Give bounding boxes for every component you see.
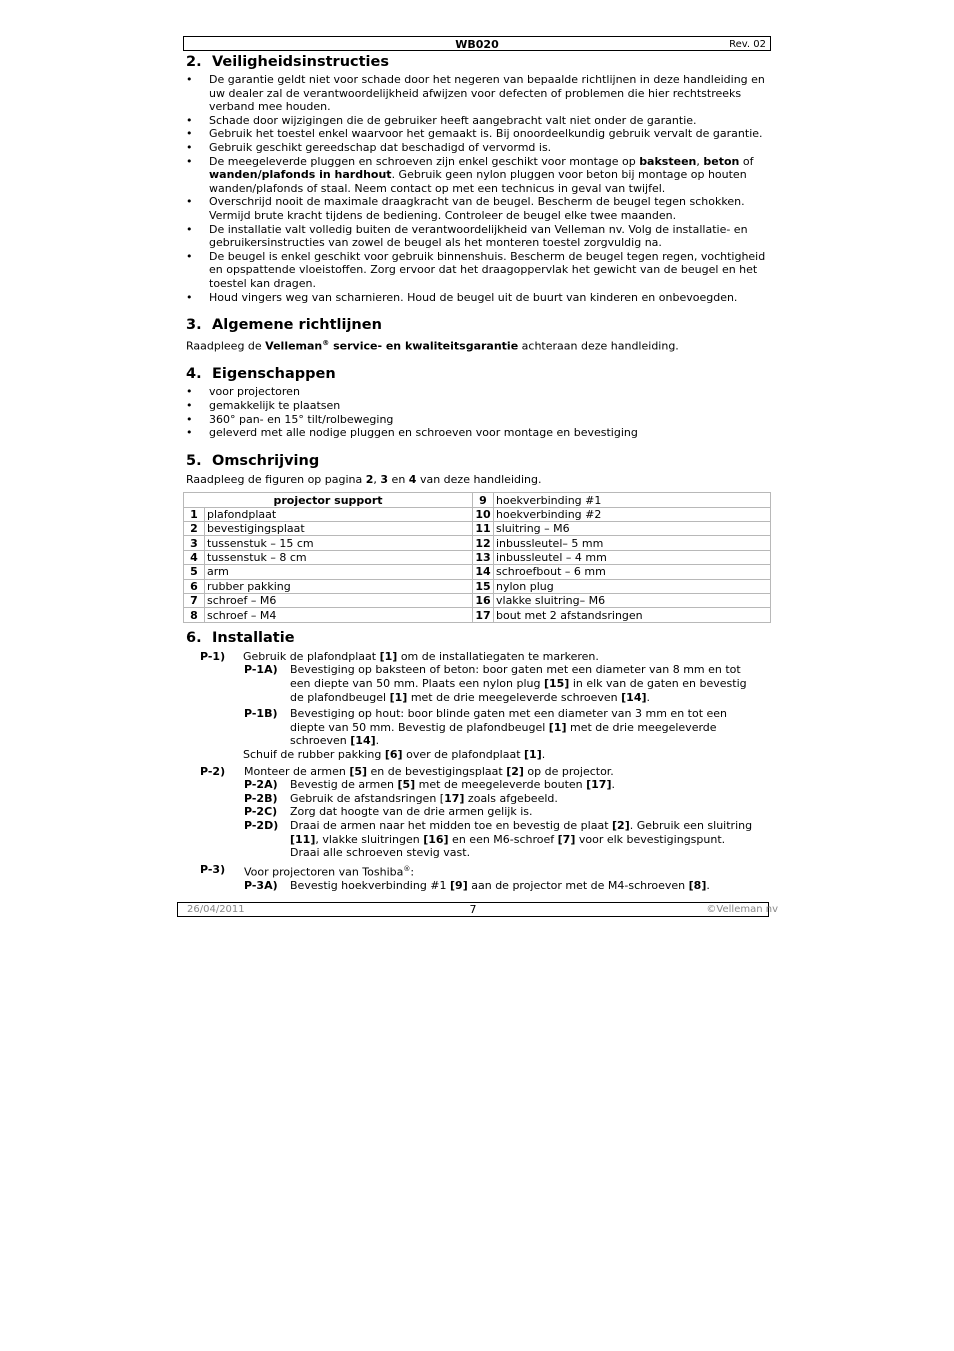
- table-row: 1 plafondplaat 10 hoekverbinding #2: [184, 507, 771, 521]
- document-page: [183, 36, 771, 893]
- section-heading: 3. Algemene richtlijnen: [186, 317, 382, 334]
- step-p1b: P-1B) Bevestiging op hout: boor blinde gaten met een diameter van 3 mm en tot een diepte van 50 mm. Bevestig de plafondbeugel [1] met de drie meegeleverde schroeven [14].: [244, 707, 728, 748]
- footer-date: 26/04/2011: [187, 904, 245, 915]
- table-row: 8 schroef – M4 17 bout met 2 afstandsringen: [184, 608, 771, 622]
- model-number: WB020: [455, 38, 499, 51]
- list-item: • Gebruik het toestel enkel waarvoor het gemaakt is. Bij onoordeelkundig gebruik vervalt de garantie.: [183, 127, 771, 141]
- step-p2d: P-2D) Draai de armen naar het midden toe en bevestig de plaat [2]. Gebruik een sluitring [11], vlakke sluitringen [16] en een M6-schroef [7] voor elk bevestigingspunt. Draai alle schroeven stevig vast.: [244, 818, 753, 860]
- list-item: • Overschrijd nooit de maximale draagkracht van de beugel. Bescherm de beugel tegen schokken. Vermijd brute kracht tijdens de bediening. Controleer de beugel elke twee maanden.: [183, 195, 771, 222]
- table-row: 3 tussenstuk – 15 cm 12 inbussleutel– 5 mm: [184, 536, 771, 550]
- list-item: • 360° pan- en 15° tilt/rolbeweging: [183, 413, 771, 427]
- list-item: • Gebruik geschikt gereedschap dat beschadigd of vervormd is.: [183, 141, 771, 155]
- list-item: • geleverd met alle nodige pluggen en schroeven voor montage en bevestiging: [183, 426, 771, 440]
- section-heading: 5. Omschrijving: [186, 452, 320, 469]
- table-row: 7 schroef – M6 16 vlakke sluitring– M6: [184, 594, 771, 608]
- step-p3a: P-3A) Bevestig hoekverbinding #1 [9] aan de projector met de M4-schroeven [8].: [244, 878, 710, 892]
- parts-table: [183, 492, 771, 623]
- section-installation: [183, 629, 771, 893]
- table-row: projector support 9 hoekverbinding #1: [184, 493, 771, 507]
- section-heading: 6. Installatie: [186, 629, 295, 646]
- revision: Rev. 02: [729, 39, 766, 50]
- step-p2b: P-2B) Gebruik de afstandsringen [17] zoals afgebeeld.: [244, 791, 558, 805]
- step-p1a: P-1A) Bevestiging op baksteen of beton: boor gaten met een diameter van 8 mm en tot een diepte van 50 mm. Plaats een nylon plug [15] in elk van de gaten en bevestig de plafondbeugel [1] met de drie meegeleverde schroeven [14].: [244, 663, 747, 704]
- step-p2a: P-2A) Bevestig de armen [5] met de meegeleverde bouten [17].: [244, 778, 615, 792]
- table-header: projector support: [184, 493, 473, 507]
- list-item: • De installatie valt volledig buiten de verantwoordelijkheid van Velleman nv. Volg de installatie- en gebruikersinstructies van zowel de beugel als het monteren toestel zorgvuldig na.: [183, 223, 771, 250]
- section-description: [183, 452, 771, 623]
- safety-list: [183, 73, 771, 304]
- list-item: • voor projectoren: [183, 385, 771, 399]
- step-p1: P-1) Gebruik de plafondplaat [1] om de installatiegaten te markeren.: [200, 649, 599, 663]
- paragraph: Raadpleeg de Velleman® service- en kwaliteitsgarantie achteraan deze handleiding.: [186, 339, 679, 353]
- list-item: • Houd vingers weg van scharnieren. Houd de beugel uit de buurt van kinderen en onbevoegden.: [183, 291, 771, 305]
- section-features: [183, 365, 771, 439]
- section-general-guidelines: [183, 316, 771, 353]
- section-safety: [183, 53, 771, 304]
- list-item: • De beugel is enkel geschikt voor gebruik binnenshuis. Bescherm de beugel tegen regen, vochtigheid en opspattende vloeistoffen. Zorg ervoor dat het draagoppervlak het gewicht van de beugel en het toestel kan dragen.: [183, 250, 771, 291]
- footer-copyright: ©Velleman nv: [706, 904, 778, 915]
- page-number: 7: [469, 903, 477, 916]
- section-heading: 4. Eigenschappen: [186, 366, 336, 383]
- table-row: 5 arm 14 schroefbout – 6 mm: [184, 565, 771, 579]
- section-heading: 2. Veiligheidsinstructies: [186, 54, 389, 70]
- page-footer: [177, 902, 778, 917]
- table-row: 2 bevestigingsplaat 11 sluitring – M6: [184, 522, 771, 536]
- step-p1-rubber: Schuif de rubber pakking [6] over de plafondplaat [1].: [243, 747, 546, 761]
- table-row: 4 tussenstuk – 8 cm 13 inbussleutel – 4 mm: [184, 550, 771, 564]
- page-header: [183, 36, 771, 51]
- features-list: [183, 385, 771, 439]
- paragraph: Raadpleeg de figuren op pagina 2, 3 en 4 van deze handleiding.: [186, 472, 542, 486]
- list-item: • De garantie geldt niet voor schade door het negeren van bepaalde richtlijnen in deze handleiding en uw dealer zal de verantwoordelijkheid afwijzen voor defecten of problemen die hier rechtstreeks verband mee houden.: [183, 73, 771, 114]
- table-row: 6 rubber pakking 15 nylon plug: [184, 579, 771, 593]
- step-p2c: P-2C) Zorg dat hoogte van de drie armen gelijk is.: [244, 805, 533, 819]
- list-item: • Schade door wijzigingen die de gebruiker heeft aangebracht valt niet onder de garantie.: [183, 114, 771, 128]
- step-p3: P-3) Voor projectoren van Toshiba®:: [200, 862, 415, 879]
- list-item: • De meegeleverde pluggen en schroeven zijn enkel geschikt voor montage op baksteen, beton of wanden/plafonds in hardhout. Gebruik geen nylon pluggen voor beton bij montage op houten wanden/plafonds of staal. Neem contact op met een technicus in geval van twijfel.: [183, 155, 771, 196]
- step-p2: P-2) Monteer de armen [5] en de bevestigingsplaat [2] op de projector.: [200, 764, 614, 778]
- list-item: • gemakkelijk te plaatsen: [183, 399, 771, 413]
